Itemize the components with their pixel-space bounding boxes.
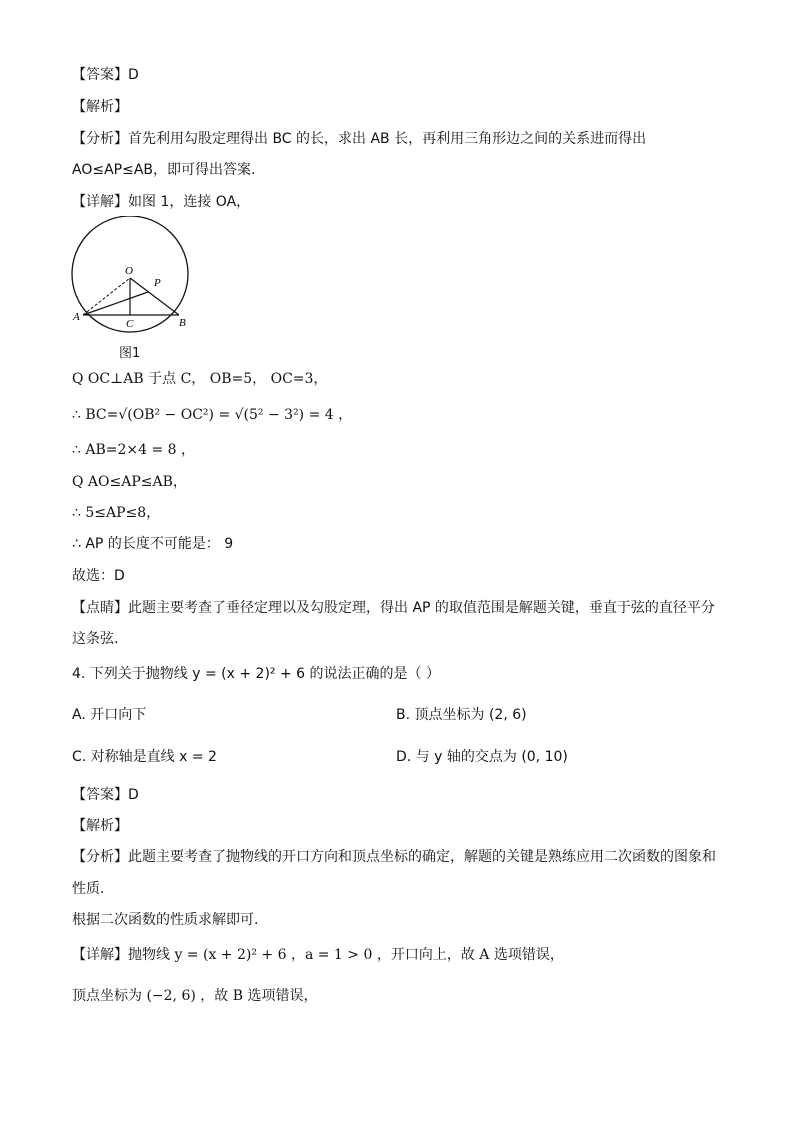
question-4-stem: 4. 下列关于抛物线 y = (x + 2)² + 6 的说法正确的是（ ） bbox=[72, 666, 440, 682]
q4-analysis-2: 性质. bbox=[72, 881, 105, 897]
answer-q4: 【答案】D bbox=[72, 787, 139, 803]
label-c: C bbox=[126, 318, 134, 330]
step-6: ∴ AP 的长度不可能是： 9 bbox=[72, 536, 234, 552]
option-c: C. 对称轴是直线 x = 2 bbox=[72, 749, 217, 765]
circle-triangle-diagram bbox=[66, 216, 196, 346]
option-a: A. 开口向下 bbox=[72, 707, 147, 723]
step-1: Q OC⊥AB 于点 C， OB=5， OC=3， bbox=[72, 371, 328, 387]
label-b: B bbox=[179, 317, 186, 329]
step-4: Q AO≤AP≤AB， bbox=[72, 474, 187, 490]
analysis-header-q4: 【解析】 bbox=[72, 818, 128, 834]
label-p: P bbox=[154, 277, 161, 289]
analysis-text-2: AO≤AP≤AB，即可得出答案. bbox=[72, 162, 256, 178]
figure-caption: 图1 bbox=[119, 346, 141, 361]
analysis-header-q3: 【解析】 bbox=[72, 99, 128, 115]
label-a: A bbox=[73, 311, 80, 323]
key-point-2: 这条弦. bbox=[72, 631, 119, 647]
option-d: D. 与 y 轴的交点为 (0, 10) bbox=[396, 749, 568, 765]
step-3: ∴ AB=2×4 = 8 ， bbox=[72, 442, 196, 458]
step-2: ∴ BC=√(OB² − OC²) = √(5² − 3²) = 4 ， bbox=[72, 407, 353, 423]
label-o: O bbox=[125, 265, 133, 277]
option-b: B. 顶点坐标为 (2, 6) bbox=[396, 707, 527, 723]
choice-q3: 故选：D bbox=[72, 568, 125, 584]
key-point-1: 【点睛】此题主要考查了垂径定理以及勾股定理，得出 AP 的取值范围是解题关键，垂直于弦的直径平分 bbox=[72, 600, 715, 616]
analysis-text-1: 【分析】首先利用勾股定理得出 BC 的长，求出 AB 长，再利用三角形边之间的关系进而得出 bbox=[72, 131, 647, 147]
q4-detail-2: 顶点坐标为 (−2, 6) ，故 B 选项错误， bbox=[72, 988, 318, 1004]
q4-analysis-1: 【分析】此题主要考查了抛物线的开口方向和顶点坐标的确定，解题的关键是熟练应用二次函数的图象和 bbox=[72, 849, 716, 865]
answer-q3: 【答案】D bbox=[72, 67, 139, 83]
segment-oa-dashed bbox=[83, 278, 130, 315]
step-5: ∴ 5≤AP≤8， bbox=[72, 505, 161, 521]
q4-analysis-3: 根据二次函数的性质求解即可. bbox=[72, 912, 259, 928]
segment-ap bbox=[83, 292, 148, 315]
detail-intro: 【详解】如图 1，连接 OA， bbox=[72, 194, 251, 210]
q4-detail-1: 【详解】抛物线 y = (x + 2)² + 6 ，a = 1 > 0 ，开口向上，故 A 选项错误， bbox=[72, 947, 564, 963]
